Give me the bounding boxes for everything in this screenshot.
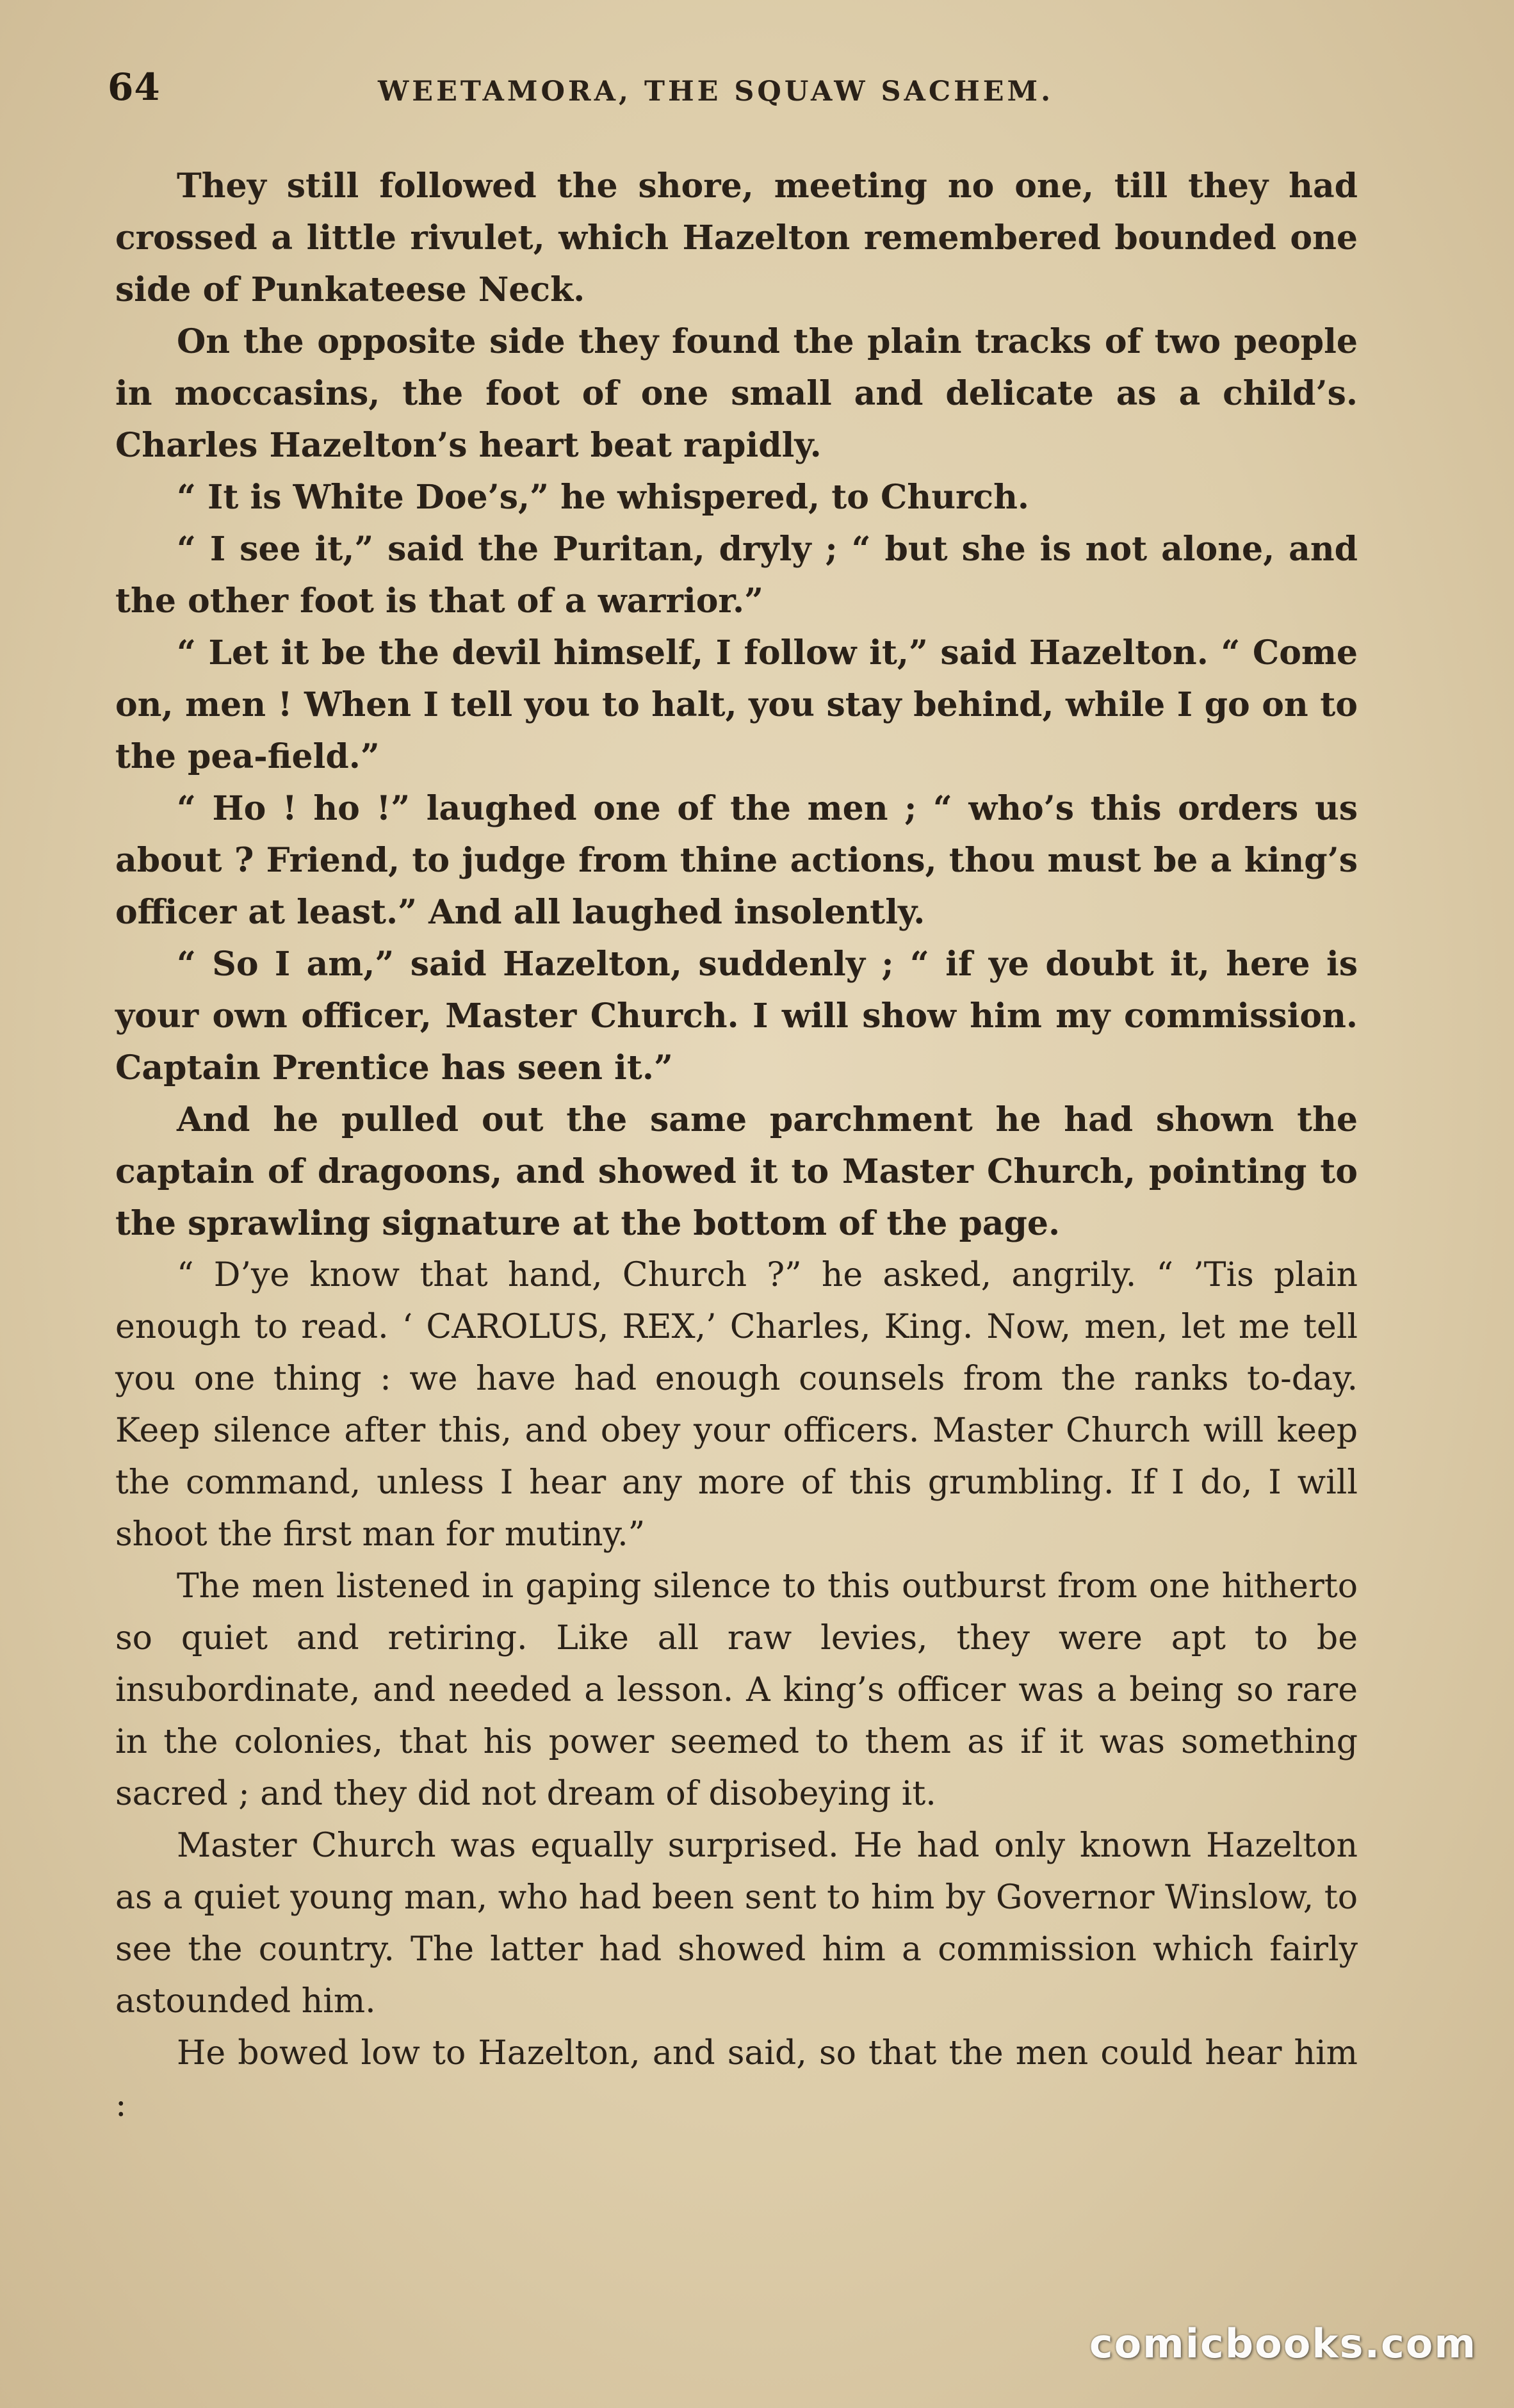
paragraph: “ So I am,” said Hazelton, suddenly ; “ if ye doubt it, here is your own officer, Master Church. I will show him my commission. Captain Prentice has seen it.” bbox=[115, 945, 1358, 1087]
body-text bbox=[115, 160, 1358, 2131]
paragraph: “ It is White Doe’s,” he whispered, to Church. bbox=[177, 478, 1029, 517]
paragraph: The men listened in gaping silence to this outburst from one hitherto so quiet and retiring. Like all raw levies, they were apt to be insubordinate, and needed a lesson. A king’s officer was a being so rare in the colonies, that his power seemed to them as if it was something sacred ; and they did not dream of disobeying it. bbox=[115, 1567, 1358, 1813]
paragraph: They still followed the shore, meeting no one, till they had crossed a little rivulet, which Hazelton remembered bounded one side of Punkateese Neck. bbox=[115, 167, 1358, 309]
paragraph: “ Let it be the devil himself, I follow it,” said Hazelton. “ Come on, men ! When I tell you to halt, you stay behind, while I go on to the pea-field.” bbox=[115, 633, 1358, 776]
paragraph: On the opposite side they found the plain tracks of two people in moccasins, the foot of one small and delicate as a child’s. Charles Hazelton’s heart beat rapidly. bbox=[115, 322, 1358, 465]
running-head: WEETAMORA, THE SQUAW SACHEM. bbox=[378, 76, 1054, 108]
watermark: comicbooks.com bbox=[1089, 2320, 1477, 2367]
paragraph: He bowed low to Hazelton, and said, so that the men could hear him : bbox=[115, 2034, 1358, 2124]
paragraph: And he pulled out the same parchment he had shown the captain of dragoons, and showed it to Master Church, pointing to the sprawling signature at the bottom of the page. bbox=[115, 1100, 1358, 1243]
paragraph: Master Church was equally surprised. He had only known Hazelton as a quiet young man, who had been sent to him by Governor Winslow, to see the country. The latter had showed him a commission which fairly astounded him. bbox=[115, 1826, 1358, 2021]
page-number: 64 bbox=[108, 65, 161, 109]
paragraph: “ Ho ! ho !” laughed one of the men ; “ who’s this orders us about ? Friend, to judge from thine actions, thou must be a king’s officer at least.” And all laughed insolently. bbox=[115, 789, 1358, 932]
paragraph: “ I see it,” said the Puritan, dryly ; “ but she is not alone, and the other foot is that of a warrior.” bbox=[115, 530, 1358, 621]
paragraph: “ D’ye know that hand, Church ?” he asked, angrily. “ ’Tis plain enough to read. ‘ CAROLUS, REX,’ Charles, King. Now, men, let me tell you one thing : we have had enough counsels from the ranks to-day. Keep silence after this, and obey your officers. Master Church will keep the command, unless I hear any more of this grumbling. If I do, I will shoot the first man for mutiny.” bbox=[115, 1256, 1358, 1554]
